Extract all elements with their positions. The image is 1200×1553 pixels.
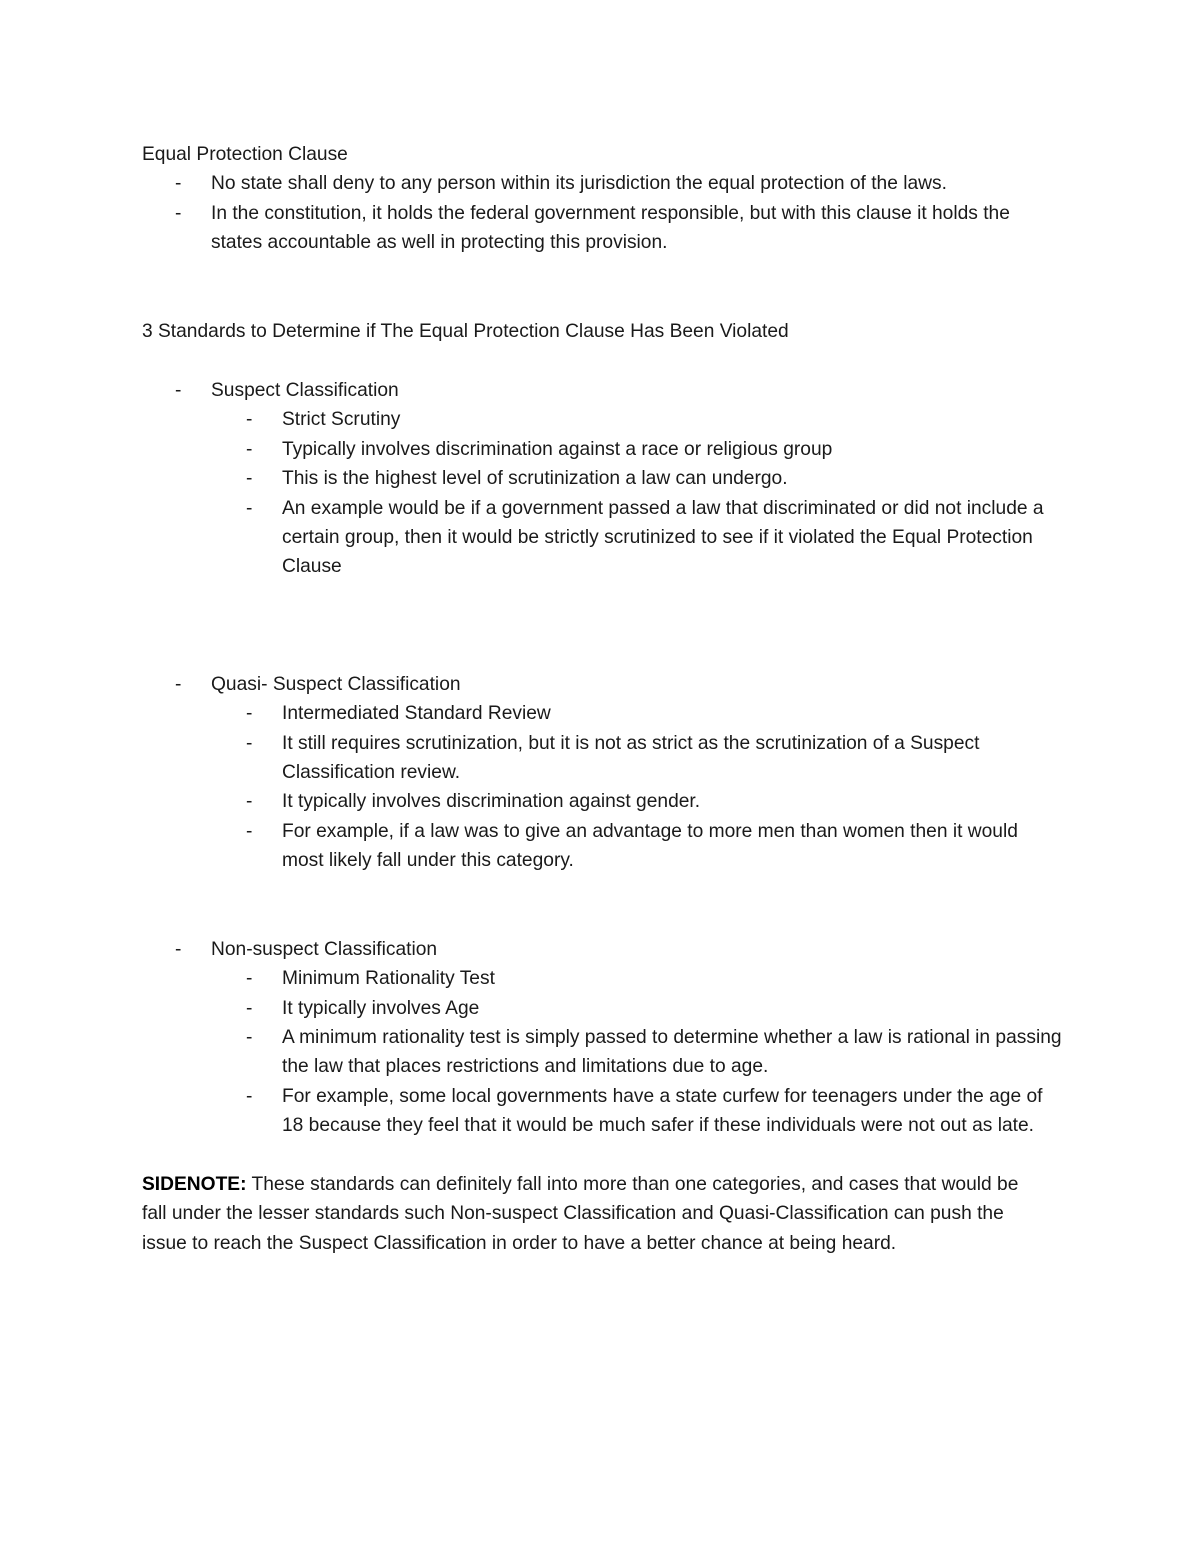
list-item-text: It still requires scrutinization, but it is not as strict as the scrutinization of a Suspect Classification review. [282,732,980,784]
section-heading: Equal Protection Clause [142,144,348,165]
list-item [0,405,1200,434]
sidenote-label: SIDENOTE: [142,1173,247,1195]
standards-list [0,376,1200,1258]
bullet-dash: - [246,703,253,725]
bullet-dash: - [246,409,253,431]
list-item [0,817,1200,876]
standard-item [0,935,1200,964]
list-item [0,1082,1200,1141]
bullet-dash: - [246,968,253,990]
list-item [0,1023,1200,1082]
bullet-dash: - [175,938,182,960]
standard-item [0,376,1200,405]
bullet-dash: - [175,202,182,224]
bullet-dash: - [175,673,182,695]
list-item [0,464,1200,493]
list-item-text: Strict Scrutiny [282,409,401,431]
section-heading: 3 Standards to Determine if The Equal Protection Clause Has Been Violated [142,321,789,342]
list-item-text: This is the highest level of scrutinization a law can undergo. [282,468,788,490]
standard-title: Suspect Classification [211,380,399,401]
sidenote-text: These standards can definitely fall into more than one categories, and cases that would be fall under the lesser standards such Non-suspect Classification and Quasi-Classification can push the issue to reach the Suspect Classification in order to have a better chance at being heard. [142,1173,1019,1254]
standard-title: Quasi- Suspect Classification [211,673,461,695]
list-item-text: It typically involves Age [282,997,480,1019]
list-item-text: No state shall deny to any person within its jurisdiction the equal protection of the laws. [211,173,947,195]
list-item [0,435,1200,464]
list-item [0,787,1200,816]
bullet-dash: - [246,791,253,813]
bullet-dash: - [246,438,253,460]
list-item-text: It typically involves discrimination against gender. [282,791,701,813]
standard-item [0,670,1200,699]
list-item-text: Intermediated Standard Review [282,703,551,725]
list-item [0,169,1200,198]
list-item [0,699,1200,728]
sidenote-paragraph [142,1170,1047,1258]
list-item-text: Minimum Rationality Test [282,968,495,990]
list-item [0,729,1200,788]
bullet-dash: - [246,820,253,842]
bullet-dash: - [246,468,253,490]
list-item [0,199,1200,258]
bullet-list [0,169,1200,257]
bullet-dash: - [246,497,253,519]
list-item-text: For example, if a law was to give an advantage to more men than women then it would most likely fall under this category. [282,820,1018,872]
list-item-text: A minimum rationality test is simply passed to determine whether a law is rational in passing the law that places restrictions and limitations due to age. [282,1026,1062,1078]
bullet-dash: - [246,1026,253,1048]
bullet-dash: - [246,1085,253,1107]
list-item [0,994,1200,1023]
bullet-dash: - [246,732,253,754]
list-item-text: For example, some local governments have a state curfew for teenagers under the age of 18 because they feel that it would be much safer if these individuals were not out as late. [282,1085,1043,1137]
list-item [0,964,1200,993]
bullet-dash: - [246,997,253,1019]
list-item-text: In the constitution, it holds the federal government responsible, but with this clause it holds the states accountable as well in protecting this provision. [211,202,1010,254]
list-item-text: An example would be if a government passed a law that discriminated or did not include a certain group, then it would be strictly scrutinized to see if it violated the Equal Protection Clause [282,497,1044,578]
list-item-text: Typically involves discrimination against a race or religious group [282,438,833,460]
standard-title: Non-suspect Classification [211,938,438,960]
bullet-dash: - [175,380,182,401]
bullet-dash: - [175,173,182,195]
list-item [0,494,1200,582]
